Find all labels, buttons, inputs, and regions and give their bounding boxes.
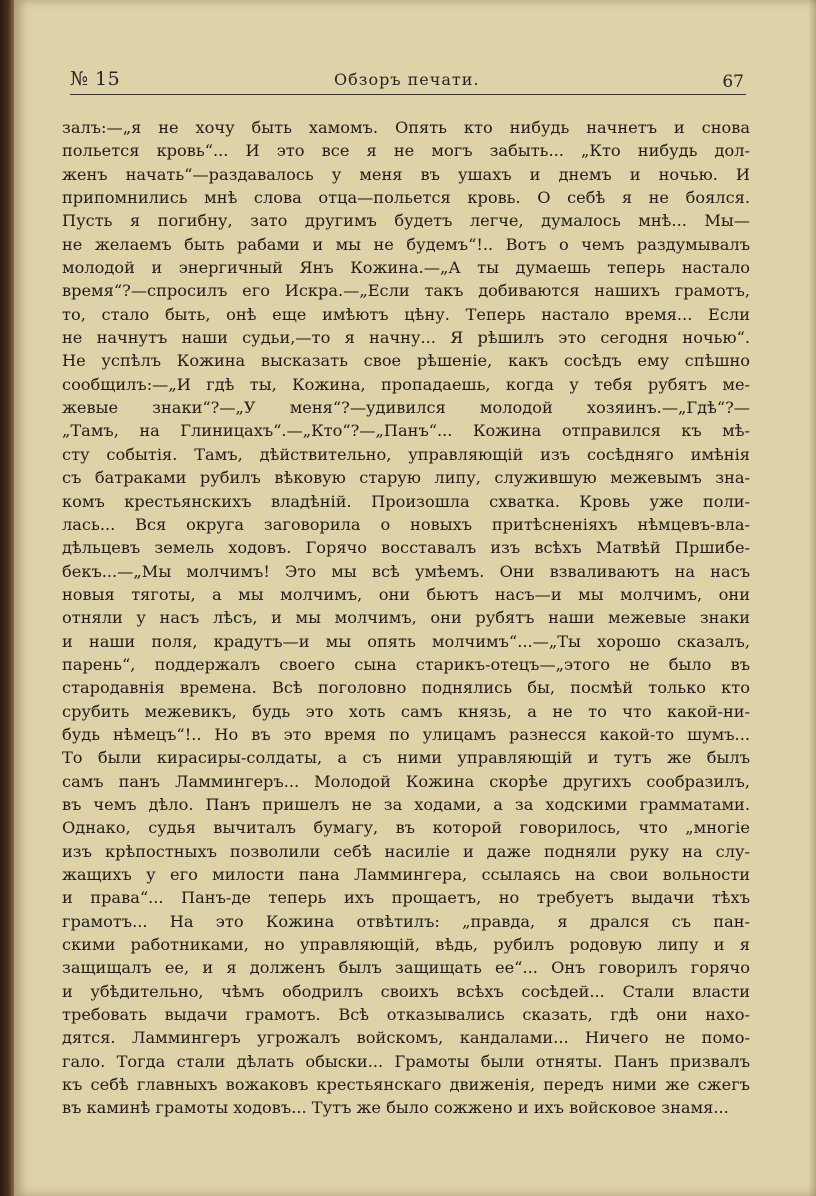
text-line: дятся. Ламмингеръ угрожалъ войскомъ, кандалами... Ничего не помо- [62, 1028, 750, 1048]
text-line: жащихъ у его милости пана Ламмингера, ссылаясь на свои вольности [62, 865, 750, 884]
running-head [70, 62, 750, 98]
text-line: гало. Тогда стали дѣлать обыски... Грамоты были отняты. Панъ призвалъ [62, 1051, 750, 1071]
text-line: въ каминѣ грамоты ходовъ... Тутъ же было сожжено и ихъ войсковое знамя... [62, 1098, 729, 1118]
text-line: не желаемъ быть рабами и мы не будемъ“!.. Вотъ о чемъ раздумывалъ [62, 234, 750, 254]
text-line: не начнутъ наши судьи,—то я начну... Я рѣшилъ это сегодня ночью“. [62, 328, 750, 348]
text-line: стародавнія времена. Всѣ поголовно поднялись бы, посмѣй только кто [62, 678, 750, 698]
text-line: Однако, судья вычиталъ бумагу, въ которой говорилось, что „многіе [62, 818, 750, 838]
text-line: скими работниками, но управляющій, вѣдь, рубилъ родовую липу и я [62, 935, 750, 955]
section-title: Обзоръ печати. [334, 70, 480, 89]
issue-number: № 15 [70, 68, 121, 90]
page-edge-shadow [808, 0, 816, 1196]
text-line: Пусть я погибну, зато другимъ будетъ легче, думалось мнѣ... Мы— [62, 211, 750, 231]
text-line: сообщилъ:—„И гдѣ ты, Кожина, пропадаешь, когда у тебя рубятъ ме- [62, 374, 750, 394]
page-number: 67 [722, 72, 744, 92]
text-line: самъ панъ Ламмингеръ... Молодой Кожина скорѣе другихъ сообразилъ, [62, 771, 750, 791]
text-line: лась... Вся округа заговорила о новыхъ притѣсненіяхъ нѣмцевъ-вла- [62, 514, 750, 534]
text-line: защищалъ ее, и я долженъ былъ защищать ее“... Онъ говорилъ горячо [62, 958, 750, 978]
text-line: парень“, поддержалъ своего сына старикъ-отецъ—„этого не было въ [62, 654, 750, 674]
text-line: то, стало быть, онѣ еще имѣютъ цѣну. Теперь настало время... Если [62, 304, 750, 324]
book-page [14, 0, 816, 1196]
text-line: будь нѣмецъ“!.. Но въ это время по улицамъ разнесся какой-то шумъ... [62, 724, 750, 744]
text-line: припомнились мнѣ слова отца—польется кровь. О себѣ я не боялся. [62, 188, 750, 208]
text-line: отняли у насъ лѣсъ, и мы молчимъ, они рубятъ наши межевые знаки [62, 608, 750, 628]
body-text [62, 116, 750, 1120]
book-binding [0, 0, 14, 1196]
text-line: Не успѣлъ Кожина высказать свое рѣшеніе, какъ сосѣдъ ему спѣшно [62, 351, 750, 371]
text-line: То были кирасиры-солдаты, а съ ними управляющій и тутъ же былъ [62, 748, 750, 768]
text-line: бекъ...—„Мы молчимъ! Это мы всѣ умѣемъ. Они взваливаютъ на насъ [62, 561, 750, 581]
text-line: женъ начать“—раздавалось у меня въ ушахъ и днемъ и ночью. И [62, 164, 750, 184]
text-line: жевые знаки“?—„У меня“?—удивился молодой хозяинъ.—„Гдѣ“?— [62, 398, 750, 418]
text-line: залъ:—„я не хочу быть хамомъ. Опять кто нибудь начнетъ и снова [62, 118, 750, 137]
text-line: изъ крѣпостныхъ позволили себѣ насиліе и даже подняли руку на слу- [62, 841, 750, 861]
text-line: сту событія. Тамъ, дѣйствительно, управляющій изъ сосѣдняго имѣнія [62, 444, 750, 464]
text-line: польется кровь“... И это все я не могъ забыть... „Кто нибудь дол- [62, 141, 750, 161]
text-line: и права“... Панъ-де теперь ихъ прощаетъ, но требуетъ выдачи тѣхъ [62, 888, 750, 908]
header-rule [70, 94, 746, 95]
text-line: требовать выдачи грамотъ. Всѣ отказывались сказать, гдѣ они нахо- [62, 1005, 750, 1025]
text-line: съ батраками рубилъ вѣковую старую липу, служившую межевымъ зна- [62, 468, 750, 488]
text-line: къ себѣ главныхъ вожаковъ крестьянскаго движенія, передъ ними же сжегъ [62, 1075, 750, 1095]
text-line: грамотъ... На это Кожина отвѣтилъ: „правда, я дрался съ пан- [62, 911, 750, 931]
text-line: время“?—спросилъ его Искра.—„Если такъ добиваются нашихъ грамотъ, [62, 281, 750, 301]
text-line: дѣльцевъ земель ходовъ. Горячо восставалъ изъ всѣхъ Матвѣй Пршибе- [62, 538, 750, 558]
text-line: въ чемъ дѣло. Панъ пришелъ не за ходами, а за ходскими грамматами. [62, 794, 750, 814]
text-line: новыя тяготы, а мы молчимъ, они бьютъ насъ—и мы молчимъ, они [62, 584, 750, 604]
text-line: и наши поля, крадутъ—и мы опять молчимъ“...—„Ты хорошо сказалъ, [62, 631, 750, 651]
text-line: комъ крестьянскихъ владѣній. Произошла схватка. Кровь уже поли- [62, 491, 750, 511]
text-line: „Тамъ, на Глиницахъ“.—„Кто“?—„Панъ“... Кожина отправился къ мѣ- [62, 421, 750, 441]
text-line: молодой и энергичный Янъ Кожина.—„А ты думаешь теперь настало [62, 258, 750, 278]
text-line: и убѣдительно, чѣмъ ободрилъ своихъ всѣхъ сосѣдей... Стали власти [62, 981, 750, 1001]
text-line: срубить межевикъ, будь это хоть самъ князь, а не то что какой-ни- [62, 701, 750, 721]
